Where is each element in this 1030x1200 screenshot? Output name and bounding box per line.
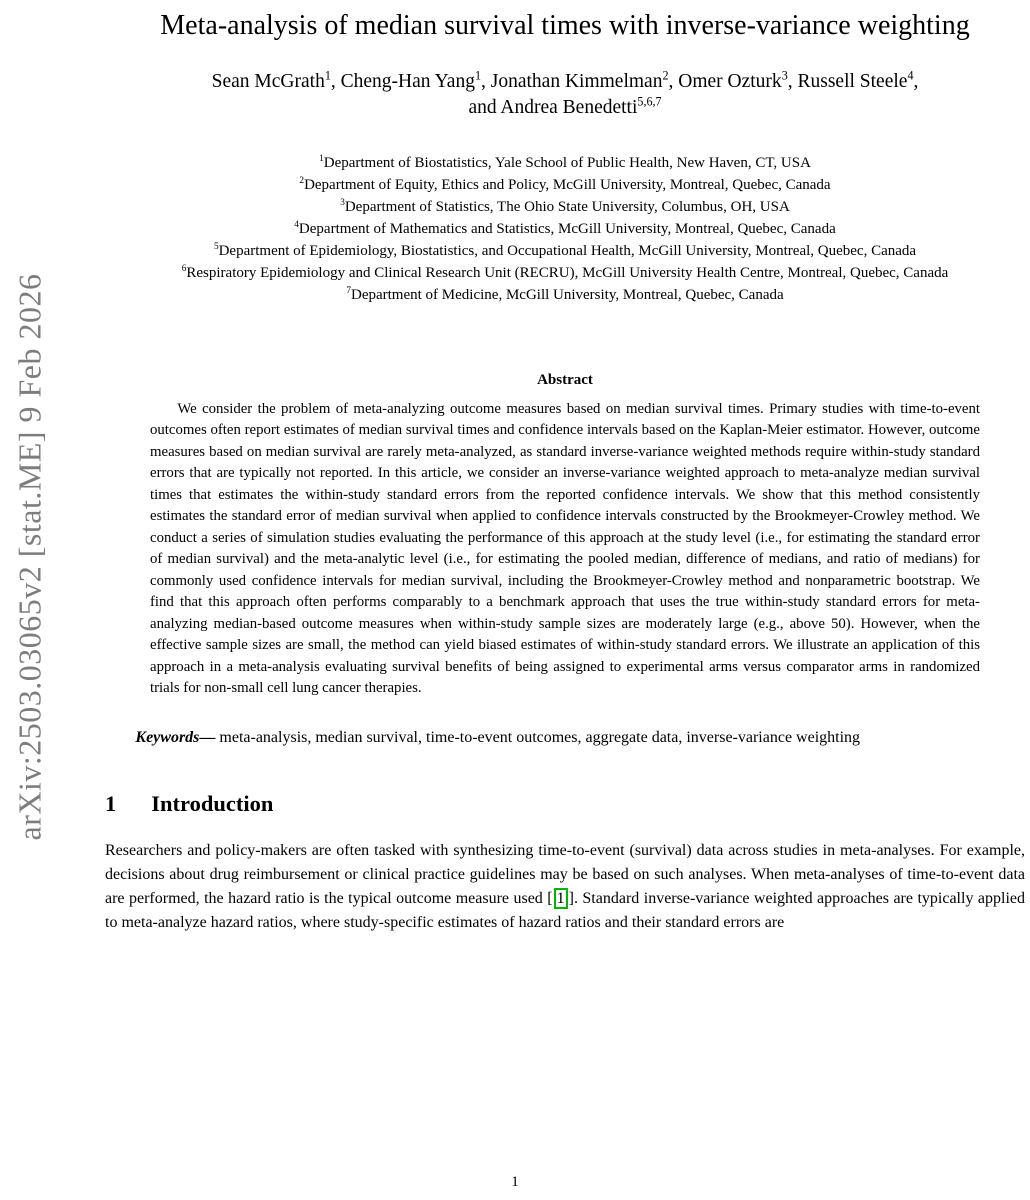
section-heading-introduction xyxy=(105,791,1025,817)
intro-paragraph xyxy=(105,839,1025,935)
arxiv-stamp: arXiv:2503.03065v2 [stat.ME] 9 Feb 2026 xyxy=(11,273,48,841)
affiliation xyxy=(125,218,1005,240)
affiliation xyxy=(125,262,1005,284)
author-separator: , xyxy=(668,71,679,92)
author-name: Omer Ozturk xyxy=(678,71,782,92)
affiliation-list xyxy=(125,152,1005,306)
author-name: Andrea Benedetti xyxy=(500,97,638,119)
author-separator: , and xyxy=(468,71,919,119)
author-separator: , xyxy=(787,71,798,92)
affiliation-text: Department of Biostatistics, Yale School of Public Health, New Haven, CT, USA xyxy=(323,154,811,171)
keywords-text: meta-analysis, median survival, time-to-event outcomes, aggregate data, inverse-variance weighting xyxy=(219,728,861,746)
citation-close-bracket: ] xyxy=(568,889,574,907)
affiliation-text: Respiratory Epidemiology and Clinical Research Unit (RECRU), McGill University Health Centre, Montreal, Quebec, Canada xyxy=(186,264,949,281)
affiliation-sup: 1 xyxy=(319,153,324,164)
keywords-label: Keywords xyxy=(135,728,200,746)
author-name: Russell Steele xyxy=(797,71,908,92)
intro-text-before-citation: Researchers and policy-makers are often tasked with synthesizing time-to-event (survival) data across studies in meta-analyses. For example, decisions about drug reimbursement or clinical practice guidelines may be based on such analyses. When meta-analyses of time-to-event data are performed, the hazard ratio is the typical outcome measure used xyxy=(105,841,1025,907)
page-number: 1 xyxy=(511,1174,519,1190)
author xyxy=(678,68,798,92)
affiliation-sup: 5 xyxy=(213,241,219,252)
section-number: 1 xyxy=(105,790,117,816)
author-name: Jonathan Kimmelman xyxy=(490,71,663,92)
affiliation xyxy=(125,240,1005,262)
affiliation-sup: 2 xyxy=(299,175,305,186)
affiliation-sup: 4 xyxy=(294,219,299,230)
keywords-line xyxy=(105,726,1025,749)
paper-content xyxy=(105,0,1025,935)
author-separator: , xyxy=(330,71,341,92)
affiliation-text: Department of Epidemiology, Biostatistics, and Occupational Health, McGill University, Montreal, Quebec, Canada xyxy=(218,242,917,259)
author xyxy=(500,94,662,119)
citation-open-bracket: [ xyxy=(547,889,553,907)
author-affil-sup: 5,6,7 xyxy=(637,94,662,109)
affiliation-sup: 6 xyxy=(181,263,187,274)
affiliation-text: Department of Equity, Ethics and Policy, McGill University, Montreal, Quebec, Canada xyxy=(304,176,831,193)
keywords-dash: — xyxy=(199,728,220,746)
citation-link-1[interactable] xyxy=(547,890,574,907)
author-affil-sup: 1 xyxy=(324,68,331,83)
author-affil-sup: 3 xyxy=(781,68,788,83)
abstract-section xyxy=(150,372,980,700)
abstract-text: We consider the problem of meta-analyzing outcome measures based on median survival times. Primary studies with time-to-event outcomes often report estimates of median survival times and confidence intervals based on the Kaplan-Meier estimator. However, outcome measures based on median survival are rarely meta-analyzed, as standard inverse-variance weighted methods require within-study standard errors that are typically not reported. In this article, we consider an inverse-variance weighted approach to meta-analyze median survival times that estimates the within-study standard errors from the reported confidence intervals. We show that this method consistently estimates the standard error of median survival when applied to confidence intervals constructed by the Brookmeyer-Crowley method. We conduct a series of simulation studies evaluating the performance of this approach at the study level (i.e., for estimating the standard error of median survival) and the meta-analytic level (i.e., for estimating the pooled median, difference of medians, and ratio of medians) for commonly used confidence intervals for median survival, including the Brookmeyer-Crowley method and nonparametric bootstrap. We find that this approach often performs comparably to a benchmark approach that uses the true within-study standard errors for meta-analyzing median-based outcome measures when within-study sample sizes are moderately large (e.g., above 50). However, when the effective sample sizes are small, the method can yield biased estimates of within-study standard errors. We illustrate an application of this approach in a meta-analysis evaluating survival benefits of being assigned to experimental arms versus comparator arms in randomized trials for non-small cell lung cancer therapies. xyxy=(150,400,980,697)
author-affil-sup: 2 xyxy=(662,68,669,83)
author xyxy=(211,68,341,92)
section-title: Introduction xyxy=(151,790,274,816)
author-separator: , xyxy=(481,71,491,92)
affiliation xyxy=(125,174,1005,196)
citation-number: 1 xyxy=(554,888,568,909)
author xyxy=(340,68,491,92)
affiliation xyxy=(125,152,1005,174)
intro-text-after-citation: . Standard inverse-variance weighted approaches are typically applied to meta-analyze hazard ratios, where study-specific estimates of hazard ratios and their standard errors are xyxy=(105,889,1025,931)
author xyxy=(490,68,679,92)
affiliation xyxy=(125,284,1005,306)
affiliation-sup: 7 xyxy=(346,285,351,296)
abstract-heading: Abstract xyxy=(537,371,593,388)
affiliation-text: Department of Statistics, The Ohio State University, Columbus, OH, USA xyxy=(344,198,790,215)
affiliation-text: Department of Medicine, McGill University, Montreal, Quebec, Canada xyxy=(351,286,784,303)
affiliation-text: Department of Mathematics and Statistics, McGill University, Montreal, Quebec, Canada xyxy=(298,220,836,237)
author-name: Cheng-Han Yang xyxy=(340,71,475,92)
affiliation xyxy=(125,196,1005,218)
paper-title: Meta-analysis of median survival times with inverse-variance weighting xyxy=(160,10,970,41)
affiliation-sup: 3 xyxy=(340,197,345,208)
author-affil-sup: 4 xyxy=(907,68,914,83)
author-name: Sean McGrath xyxy=(211,71,325,92)
author-affil-sup: 1 xyxy=(474,68,482,83)
author-line xyxy=(205,69,925,122)
